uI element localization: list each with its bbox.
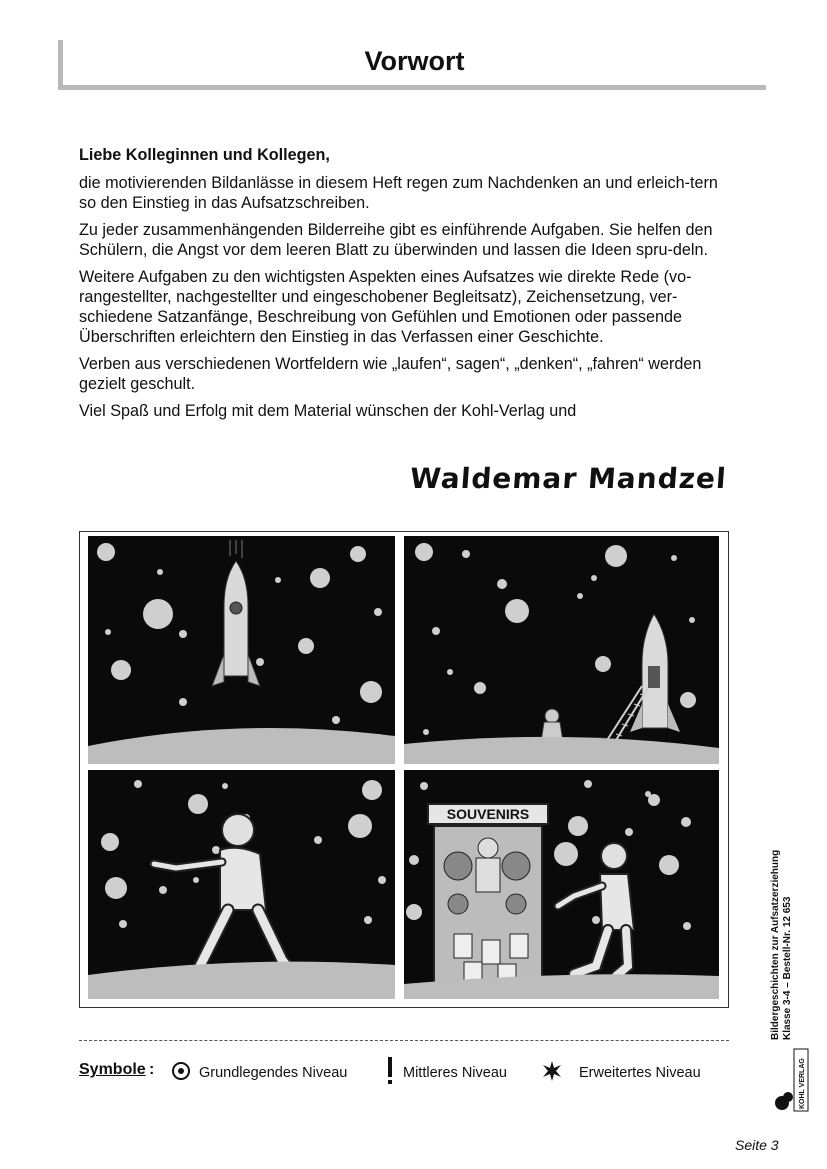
page-header xyxy=(58,40,766,90)
paragraph: Viel Spaß und Erfolg mit dem Material wünschen der Kohl-Verlag und xyxy=(79,402,577,420)
symbol-medium xyxy=(385,1058,507,1088)
symbol-medium-label: Mittleres Niveau xyxy=(403,1065,507,1081)
star-icon xyxy=(541,1060,563,1086)
foreword-text xyxy=(79,145,729,428)
paragraph: Verben aus verschiedenen Wortfeldern wie „laufen“, sagen“, „denken“, „fahren“ werden gezielt geschult. xyxy=(79,355,702,393)
page-title: Vorwort xyxy=(364,46,465,76)
symbols-colon: : xyxy=(149,1061,155,1078)
symbol-legend xyxy=(79,1058,739,1088)
paragraph: Weitere Aufgaben zu den wichtigsten Aspekten eines Aufsatzes wie direkte Rede (vo-rangestellter, nachgestellter und eingeschobener Begleitsatz), Zeichensetzung, ver-schiedene Satzanfänge, Beschreibung von Gefühlen und Emotionen oder passende Überschriften erleichtern den Einstieg in das Verfassen einer Geschichte. xyxy=(79,268,692,346)
circle-dot-icon xyxy=(171,1061,191,1085)
symbols-label: Symbole xyxy=(79,1061,146,1078)
divider xyxy=(79,1040,729,1041)
paragraph: Zu jeder zusammenhängenden Bilderreihe gibt es einführende Aufgaben. Sie helfen den Schülern, die Angst vor dem leeren Blatt zu überwinden und lassen die Ideen spru-deln. xyxy=(79,221,713,259)
symbol-advanced-label: Erweitertes Niveau xyxy=(579,1065,701,1081)
comic-panel-astronaut-exits xyxy=(404,536,719,764)
comic-panel-astronaut-points xyxy=(88,770,395,999)
exclamation-icon xyxy=(385,1056,395,1090)
comic-panel-rocket-landing xyxy=(88,536,395,764)
page-number: Seite 3 xyxy=(735,1137,779,1153)
greeting: Liebe Kolleginnen und Kollegen, xyxy=(79,146,330,164)
comic-strip xyxy=(79,531,729,1008)
publisher-logo xyxy=(772,1045,812,1115)
book-title: Bildergeschichten zur Aufsatzerziehung xyxy=(770,849,781,1040)
paragraph: die motivierenden Bildanlässe in diesem Heft regen zum Nachdenken an und erleich-tern so den Einstieg in das Aufsatzschreiben. xyxy=(79,174,718,212)
book-order-number: Klasse 3-4 – Bestell-Nr. 12 653 xyxy=(782,896,793,1040)
comic-panel-souvenir-stand xyxy=(404,770,719,999)
svg-text:KOHL VERLAG: KOHL VERLAG xyxy=(799,1058,806,1109)
symbol-advanced xyxy=(541,1058,701,1088)
author-signature: Waldemar Mandzel xyxy=(409,462,729,495)
symbol-basic-label: Grundlegendes Niveau xyxy=(199,1065,348,1081)
souvenir-sign-text: SOUVENIRS xyxy=(446,806,530,822)
symbol-basic xyxy=(171,1058,347,1088)
